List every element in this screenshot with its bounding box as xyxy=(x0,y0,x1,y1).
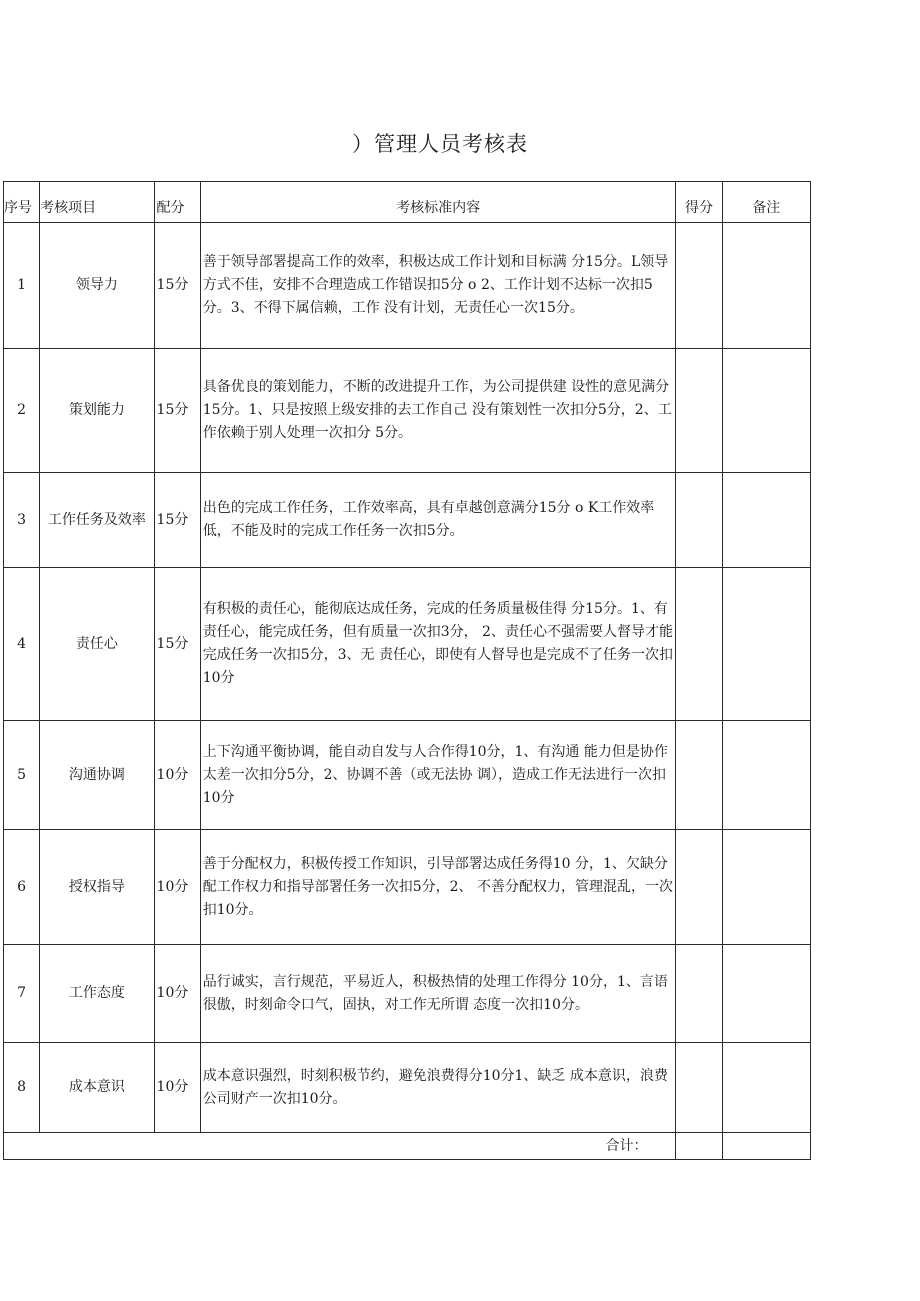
row-got-cell[interactable] xyxy=(676,945,722,1043)
row-score: 10分 xyxy=(154,945,200,1043)
row-note-cell[interactable] xyxy=(722,721,810,830)
table-row xyxy=(4,473,811,568)
table-row xyxy=(4,830,811,945)
row-note-cell[interactable] xyxy=(722,945,810,1043)
header-no: 序号 xyxy=(4,194,40,223)
row-got-cell[interactable] xyxy=(676,473,722,568)
row-item: 成本意识 xyxy=(40,1043,154,1133)
header-score: 配分 xyxy=(154,194,200,223)
table-row xyxy=(4,349,811,473)
table-row xyxy=(4,568,811,721)
table-row xyxy=(4,945,811,1043)
row-got-cell[interactable] xyxy=(676,349,722,473)
row-no: 8 xyxy=(4,1043,40,1133)
row-got-cell[interactable] xyxy=(676,830,722,945)
total-row xyxy=(4,1133,811,1160)
row-criteria: 善于分配权力，积极传授工作知识，引导部署达成任务得10 分，1、欠缺分配工作权力和指导部署任务一次扣5分，2、 不善分配权力，管理混乱，一次扣10分。 xyxy=(200,830,676,945)
row-no: 7 xyxy=(4,945,40,1043)
row-note-cell[interactable] xyxy=(722,223,810,349)
total-note-cell[interactable] xyxy=(722,1133,810,1160)
row-item: 责任心 xyxy=(40,568,154,721)
row-no: 3 xyxy=(4,473,40,568)
header-item: 考核项目 xyxy=(40,194,154,223)
row-note-cell[interactable] xyxy=(722,568,810,721)
row-score: 15分 xyxy=(154,349,200,473)
row-item: 工作任务及效率 xyxy=(40,473,154,568)
header-criteria: 考核标准内容 xyxy=(200,194,676,223)
row-score: 10分 xyxy=(154,721,200,830)
table-row xyxy=(4,721,811,830)
row-criteria: 品行诚实，言行规范，平易近人，积极热情的处理工作得分 10分，1、言语很傲，时刻命令口气，固执，对工作无所谓 态度一次扣10分。 xyxy=(200,945,676,1043)
table-row xyxy=(4,1043,811,1133)
row-score: 15分 xyxy=(154,568,200,721)
row-criteria: 成本意识强烈，时刻积极节约，避免浪费得分10分1、缺乏 成本意识，浪费公司财产一次扣10分。 xyxy=(200,1043,676,1133)
row-no: 5 xyxy=(4,721,40,830)
row-criteria: 具备优良的策划能力，不断的改进提升工作，为公司提供建 设性的意见满分15分。1、只是按照上级安排的去工作自己 没有策划性一次扣分5分，2、工作依赖于别人处理一次扣分 5分。 xyxy=(200,349,676,473)
row-item: 策划能力 xyxy=(40,349,154,473)
row-criteria: 上下沟通平衡协调，能自动自发与人合作得10分，1、有沟通 能力但是协作太差一次扣分5分，2、协调不善（或无法协 调），造成工作无法进行一次扣10分 xyxy=(200,721,676,830)
header-note: 备注 xyxy=(722,194,810,223)
row-note-cell[interactable] xyxy=(722,473,810,568)
row-got-cell[interactable] xyxy=(676,1043,722,1133)
row-got-cell[interactable] xyxy=(676,721,722,830)
row-item: 领导力 xyxy=(40,223,154,349)
row-item: 授权指导 xyxy=(40,830,154,945)
page-title: ）管理人员考核表 xyxy=(352,132,528,156)
row-criteria: 有积极的责任心，能彻底达成任务，完成的任务质量极佳得 分15分。1、有责任心，能完成任务，但有质量一次扣3分， 2、责任心不强需要人督导才能完成任务一次扣5分，3、无 责任心，即使有人督导也是完成不了任务一次扣10分 xyxy=(200,568,676,721)
row-criteria: 善于领导部署提高工作的效率，积极达成工作计划和目标满 分15分。L领导方式不佳，安排不合理造成工作错误扣5分 o 2、工作计划不达标一次扣5分。3、不得下属信赖，工作 没有计划，无责任心一次15分。 xyxy=(200,223,676,349)
row-no: 2 xyxy=(4,349,40,473)
row-criteria: 出色的完成工作任务，工作效率高，具有卓越创意满分15分 o K工作效率低，不能及时的完成工作任务一次扣5分。 xyxy=(200,473,676,568)
table-header xyxy=(4,194,811,223)
total-got-cell[interactable] xyxy=(676,1133,722,1160)
row-got-cell[interactable] xyxy=(676,568,722,721)
table-row xyxy=(4,223,811,349)
row-got-cell[interactable] xyxy=(676,223,722,349)
row-note-cell[interactable] xyxy=(722,1043,810,1133)
row-item: 工作态度 xyxy=(40,945,154,1043)
row-score: 15分 xyxy=(154,473,200,568)
row-no: 6 xyxy=(4,830,40,945)
row-score: 10分 xyxy=(154,1043,200,1133)
row-score: 15分 xyxy=(154,223,200,349)
header-got: 得分 xyxy=(676,194,722,223)
assessment-table xyxy=(3,181,811,1160)
row-note-cell[interactable] xyxy=(722,830,810,945)
row-no: 4 xyxy=(4,568,40,721)
row-no: 1 xyxy=(4,223,40,349)
row-score: 10分 xyxy=(154,830,200,945)
total-label: 合计： xyxy=(4,1133,676,1160)
row-item: 沟通协调 xyxy=(40,721,154,830)
row-note-cell[interactable] xyxy=(722,349,810,473)
